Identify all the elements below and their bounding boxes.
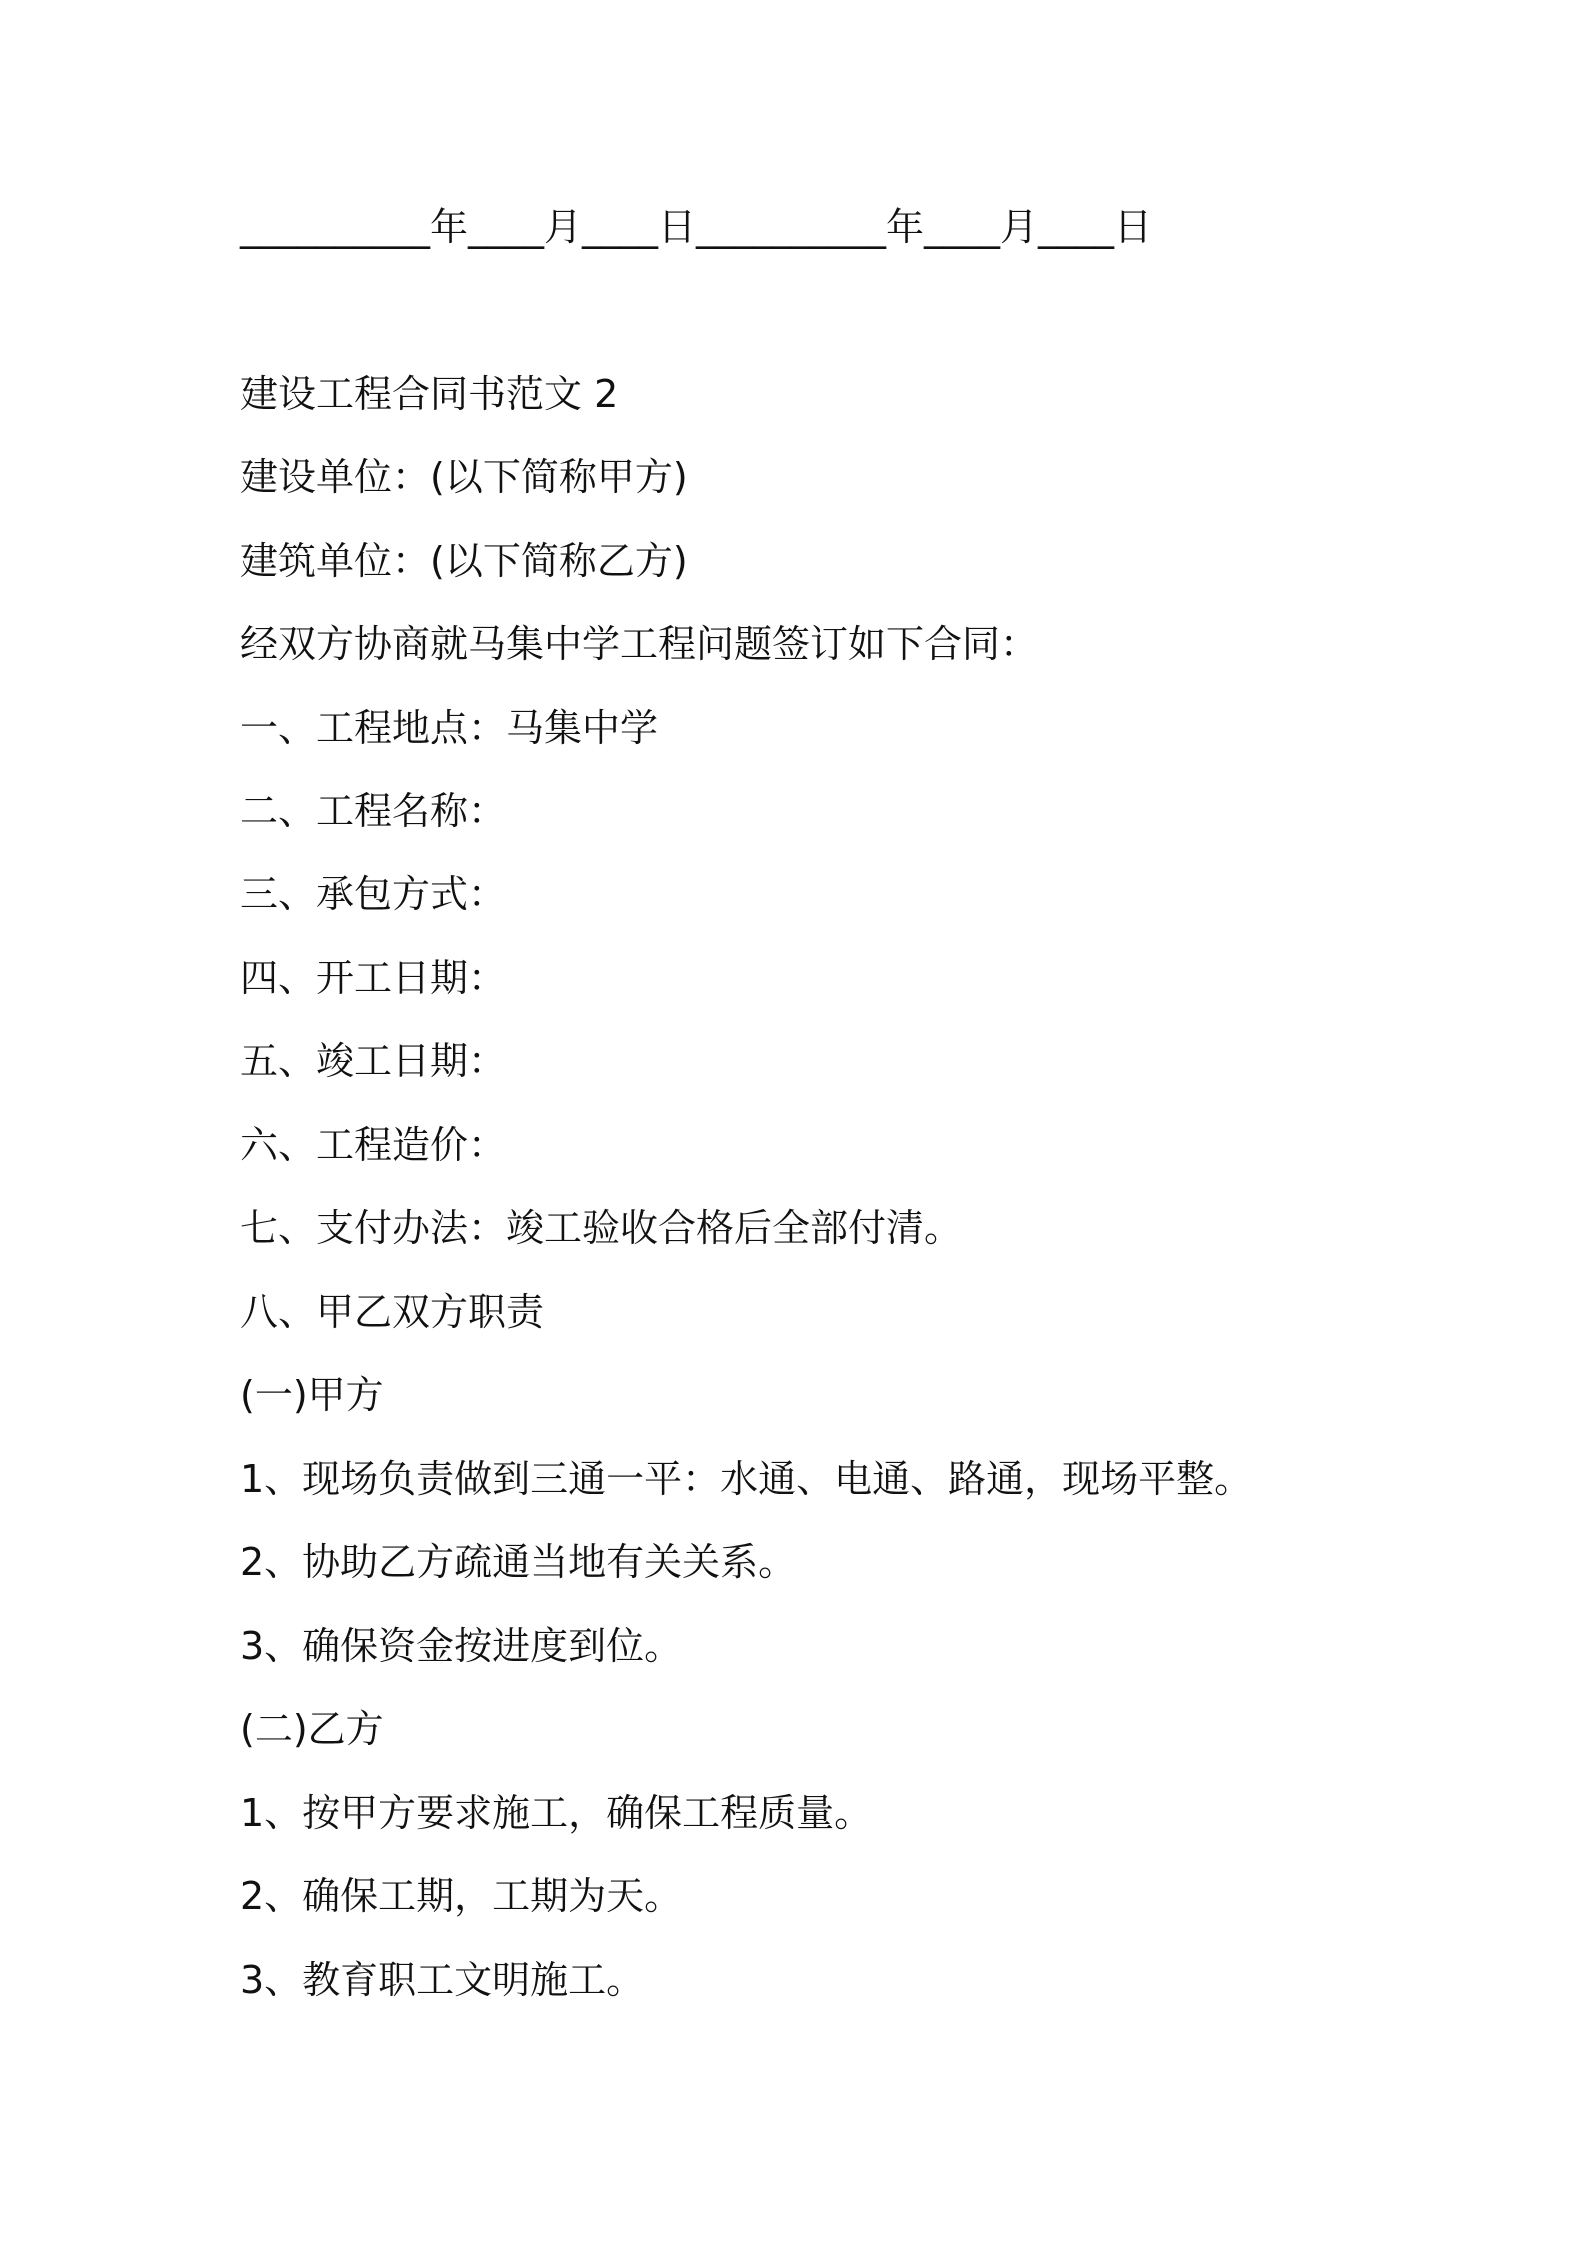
party-b-duty-item: 2、确保工期，工期为天。 [240,1874,683,1918]
party-b-subheading: (二)乙方 [240,1707,384,1751]
clause-start-date: 四、开工日期： [240,956,507,1000]
clause-completion-date: 五、竣工日期： [240,1039,507,1083]
party-b-duty-item: 3、教育职工文明施工。 [240,1958,645,2002]
clause-project-name: 二、工程名称： [240,789,507,833]
intro-paragraph: 经双方协商就马集中学工程问题签订如下合同： [240,622,1039,666]
party-a-line: 建设单位：(以下简称甲方) [240,455,688,499]
clause-responsibilities-heading: 八、甲乙双方职责 [240,1290,545,1334]
clause-location: 一、工程地点：马集中学 [240,706,659,750]
party-a-subheading: (一)甲方 [240,1373,384,1417]
clause-contract-method: 三、承包方式： [240,872,507,916]
party-a-duty-item: 1、现场负责做到三通一平：水通、电通、路通，现场平整。 [240,1457,1253,1501]
party-b-line: 建筑单位：(以下简称乙方) [240,539,688,583]
party-a-duty-item: 3、确保资金按进度到位。 [240,1624,683,1668]
signature-date-line: __________年____月____日__________年____月____日 [240,205,1153,249]
clause-payment-method: 七、支付办法：竣工验收合格后全部付清。 [240,1206,963,1250]
party-a-duty-item: 2、协助乙方疏通当地有关关系。 [240,1540,797,1584]
document-title: 建设工程合同书范文 2 [240,372,619,416]
clause-project-cost: 六、工程造价： [240,1123,507,1167]
party-b-duty-item: 1、按甲方要求施工，确保工程质量。 [240,1791,873,1835]
